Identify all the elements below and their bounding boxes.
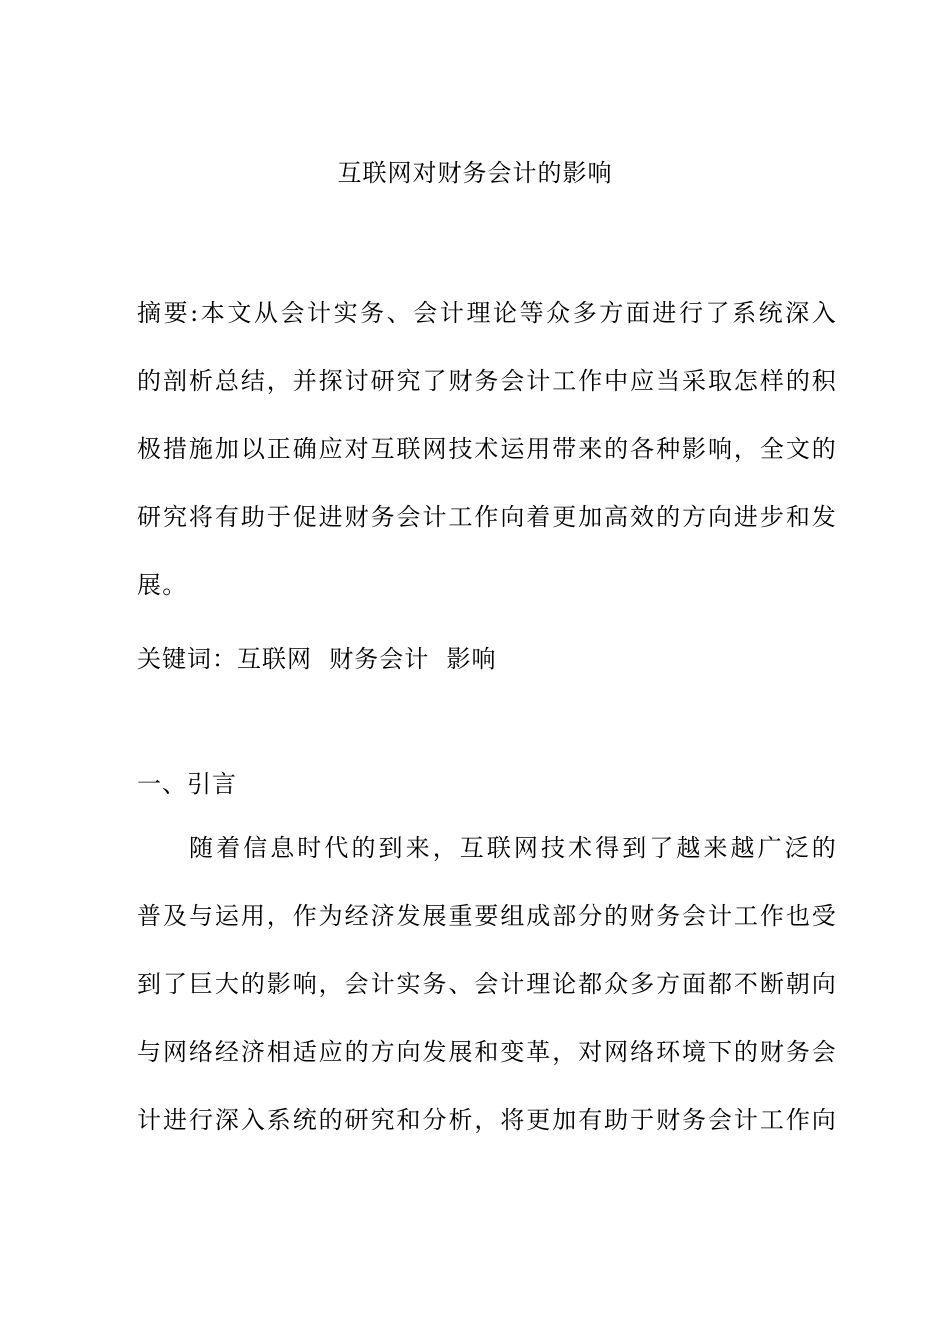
intro-line: 与网络经济相适应的方向发展和变革，对网络环境下的财务会 [137, 1038, 837, 1066]
abstract-paragraph [137, 279, 837, 619]
abstract-line: 极措施加以正确应对互联网技术运用带来的各种影响，全文的 [137, 435, 837, 463]
abstract-line: 展。 [137, 571, 188, 599]
intro-paragraph [137, 814, 837, 1154]
abstract-line: 的剖析总结，并探讨研究了财务会计工作中应当采取怎样的积 [137, 367, 837, 395]
intro-line: 到了巨大的影响，会计实务、会计理论都众多方面都不断朝向 [137, 970, 837, 998]
keywords-line: 关键词：互联网 财务会计 影响 [137, 645, 497, 673]
abstract-line: 研究将有助于促进财务会计工作向着更加高效的方向进步和发 [137, 503, 837, 531]
intro-line: 普及与运用，作为经济发展重要组成部分的财务会计工作也受 [137, 902, 837, 930]
section-heading: 一、引言 [137, 770, 237, 798]
intro-line: 随着信息时代的到来，互联网技术得到了越来越广泛的 [189, 834, 837, 862]
abstract-line: 摘要:本文从会计实务、会计理论等众多方面进行了系统深入 [137, 299, 837, 327]
document-title: 互联网对财务会计的影响 [337, 159, 613, 187]
intro-line: 计进行深入系统的研究和分析，将更加有助于财务会计工作向 [137, 1106, 837, 1134]
